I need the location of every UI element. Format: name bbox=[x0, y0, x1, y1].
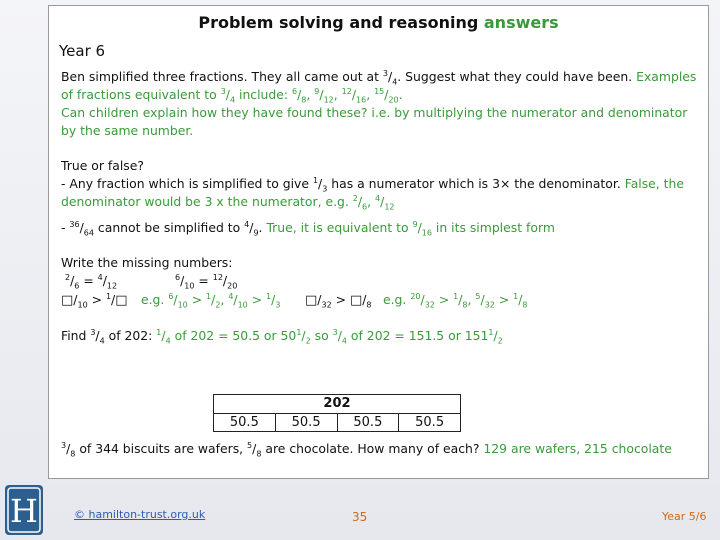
problems-content bbox=[61, 68, 698, 345]
worksheet-panel bbox=[48, 5, 709, 479]
hamilton-logo-icon bbox=[4, 484, 44, 536]
year-label: Year 6 bbox=[59, 42, 106, 60]
svg-text:H: H bbox=[10, 492, 38, 530]
statement-2: - $^{36}/_{64}$ cannot be simplified to $^4/_9$. True, it is equivalent to $^9/_{16}$ in its simplest form bbox=[61, 219, 555, 238]
answer-text: Examples of fractions equivalent to $^3/_4$ include: $^6/_8$, $^9/_{12}$, $^{12}/_{16}$, $^{15}/_{20}$. bbox=[61, 69, 697, 105]
problem-simplified-fractions: Ben simplified three fractions. They all came out at $^3/_4$. Suggest what they could have been. Examples of fractions equivalent to $^3/_4$ include: $^6/_8$, $^9/_{12}$, $^{12}/_{16}$, $^{15}/_{20}$. Can children explain how they have found these? i.e. by multiplying the numerator and denominator by the same number. bbox=[61, 68, 697, 138]
hamilton-trust-link[interactable]: © hamilton-trust.org.uk bbox=[74, 508, 206, 521]
bar-cell: 50.5 bbox=[276, 414, 338, 432]
bar-cell: 50.5 bbox=[214, 414, 276, 432]
true-false-heading: True or false? bbox=[61, 158, 144, 173]
missing-row-1: $^2/_6 = ^4/_{12}$ $^6/_{10} = ^{12}/_{20}$ bbox=[65, 272, 238, 291]
find-fraction-problem: Find $^3/_4$ of 202: $^1/_4$ of 202 = 50.5 or $50^1/_2$ so $^3/_4$ of 202 = 151.5 or $151^1/_2$ bbox=[61, 327, 503, 346]
biscuits-problem: $^3/_8$ of 344 biscuits are wafers, $^5/_8$ are chocolate. How many of each? 129 are wafers, 215 chocolate bbox=[61, 440, 672, 459]
statement-1: - Any fraction which is simplified to give $^1/_3$ has a numerator which is 3× the denominator. False, the denominator would be 3 x the numerator, e.g. $^2/_6$, $^4/_{12}$ bbox=[61, 175, 685, 212]
page-title: Problem solving and reasoning answers bbox=[198, 13, 559, 32]
missing-row-2: $□/_{10}$ > $^1$/□ e.g. $^6/_{10} > ^1/_2$, $^4/_{10} > ^1/_3$ $□/_{32}$ > $□/_8$ e.g. $^{20}/_{32} > ^1/_8$, $^5/_{32} > ^1/_8$ bbox=[61, 291, 528, 310]
page-footer bbox=[0, 480, 720, 540]
page-number: 35 bbox=[352, 510, 368, 524]
year-tag: Year 5/6 bbox=[662, 510, 707, 523]
bar-model bbox=[213, 394, 461, 432]
bar-cell: 50.5 bbox=[338, 414, 400, 432]
bar-cell: 50.5 bbox=[415, 415, 445, 430]
missing-numbers-heading: Write the missing numbers: bbox=[61, 255, 233, 270]
bar-total: 202 bbox=[214, 395, 460, 414]
